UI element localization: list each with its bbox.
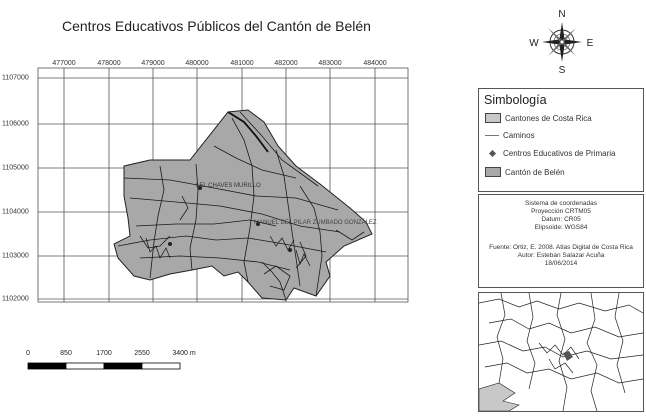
x-tick-label: 479000	[141, 60, 165, 67]
x-tick-label: 483000	[318, 60, 342, 67]
map-title: Centros Educativos Públicos del Cantón de Belén	[62, 18, 371, 34]
inset-locator-map	[478, 292, 644, 412]
y-tick-label: 1102000	[2, 295, 29, 303]
compass-east-label: E	[586, 38, 594, 49]
polygon-swatch-icon	[485, 167, 501, 177]
legend-item-centros	[485, 149, 616, 158]
date-label: 18/06/2014	[544, 260, 578, 267]
x-tick-label: 477000	[52, 60, 76, 67]
legend-item-belen	[485, 167, 565, 177]
x-tick-label: 484000	[363, 60, 387, 67]
datum-label: Datum: CR05	[541, 216, 581, 223]
coord-system-label: Sistema de coordenadas	[525, 200, 597, 207]
y-tick-label: 1105000	[2, 164, 29, 172]
y-tick-label: 1106000	[2, 120, 29, 128]
legend-item-label: Cantón de Belén	[505, 167, 565, 177]
compass-west-label: W	[529, 38, 539, 49]
y-tick-label: 1107000	[2, 74, 29, 82]
credits-panel	[478, 194, 644, 288]
scale-bar	[28, 363, 180, 369]
scale-label: 2550	[134, 350, 150, 357]
scale-label: 0	[26, 350, 30, 357]
x-tick-label: 478000	[97, 60, 121, 67]
scale-label: 1700	[96, 350, 112, 357]
source-label: Fuente: Ortiz, E. 2008. Atlas Digital de Costa Rica	[489, 244, 633, 251]
line-swatch-icon	[485, 135, 499, 136]
x-tick-label: 481000	[230, 60, 254, 67]
compass-south-label: S	[558, 65, 566, 76]
school-label: LEL CHAVES MURILLO	[196, 183, 261, 189]
legend-item-label: Caminos	[503, 131, 535, 140]
legend-item-cantones	[485, 113, 592, 123]
polygon-swatch-icon	[485, 113, 501, 123]
scale-label: 3400 m	[172, 350, 196, 357]
author-label: Autor: Esteban Salazar Acuña	[517, 252, 605, 259]
compass-north-label: N	[558, 9, 566, 20]
legend-item-caminos	[485, 131, 535, 140]
point-symbol-icon	[485, 151, 499, 156]
legend-item-label: Centros Educativos de Primaria	[503, 149, 616, 158]
school-point	[168, 242, 172, 246]
north-arrow-compass	[522, 6, 602, 76]
compass-rose-icon	[542, 22, 582, 62]
school-label: MANUEL DEL PILAR ZUMBADO GONZÁLEZ	[254, 220, 377, 226]
projection-label: Proyección CRTM05	[531, 208, 591, 215]
scale-label: 850	[60, 350, 72, 357]
school-point	[288, 248, 292, 252]
legend-title: Simbología	[484, 93, 547, 107]
legend-item-label: Cantones de Costa Rica	[505, 113, 592, 123]
x-tick-label: 482000	[274, 60, 298, 67]
x-tick-label: 480000	[185, 60, 209, 67]
y-tick-label: 1103000	[2, 252, 29, 260]
legend-panel	[478, 88, 644, 192]
ellipsoid-label: Elipsoide: WGS84	[534, 224, 588, 231]
y-tick-label: 1104000	[2, 208, 29, 216]
